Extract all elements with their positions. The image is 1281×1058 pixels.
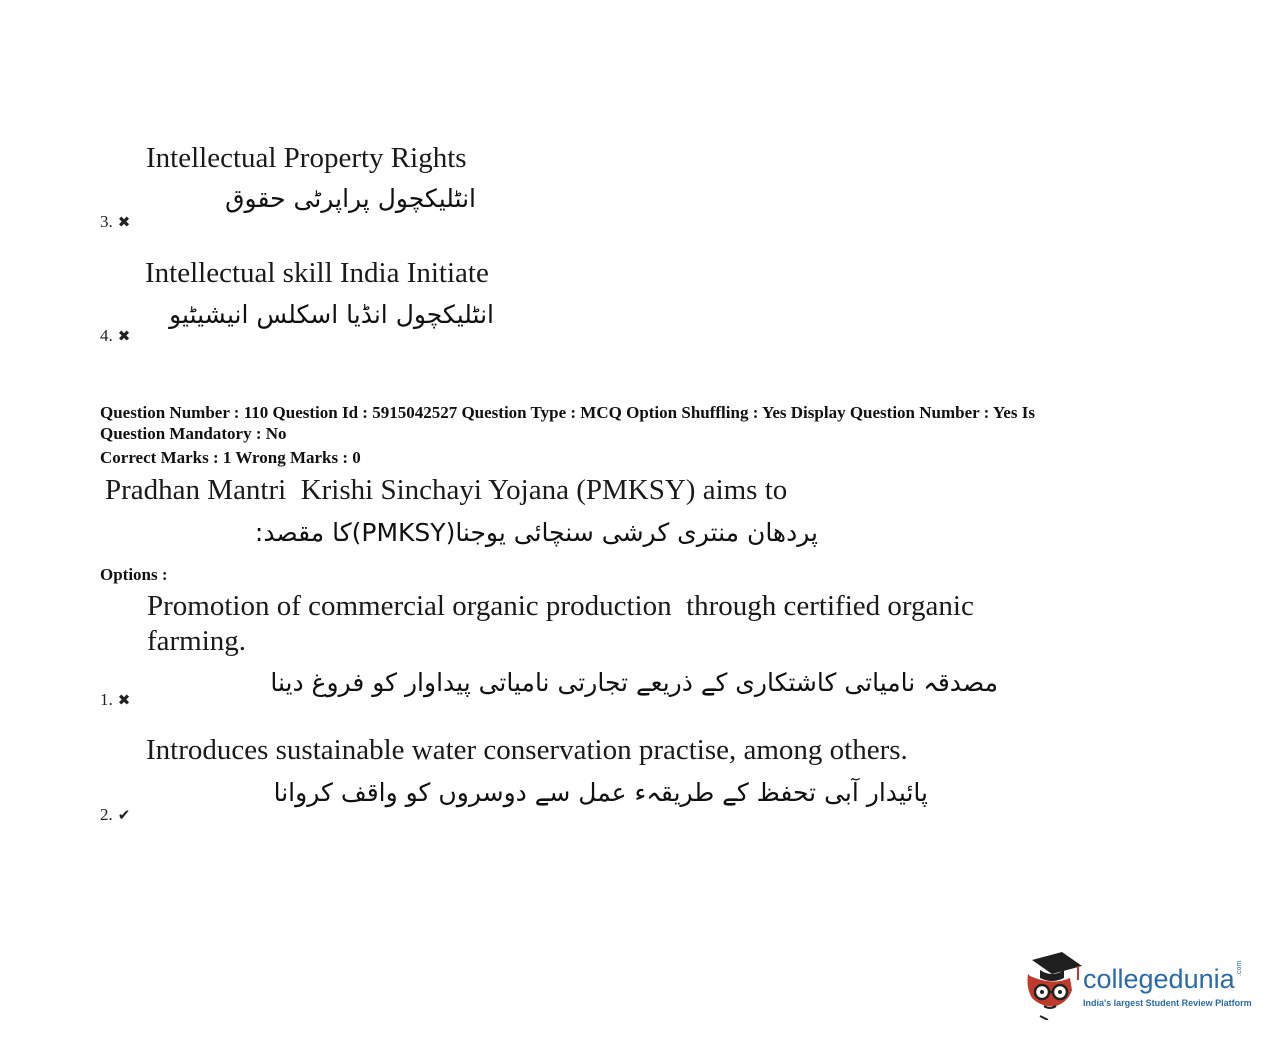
option-2-text-ur: پائیدار آبی تحفظ کے طریقہء عمل سے دوسروں کو واقف کروانا: [273, 778, 928, 807]
question-meta-line1: Question Number : 110 Question Id : 5915042527 Question Type : MCQ Option Shuffling : Yes Display Question Number : Yes Is: [100, 403, 1035, 422]
option-2-text-en: Introduces sustainable water conservation practise, among others.: [146, 734, 908, 766]
option-4-text-ur: انٹلیکچول انڈیا اسکلس انیشیٹیو: [169, 300, 494, 329]
question-text-ur: پردھان منتری کرشی سنچائی یوجنا(PMKSY)کا مقصد:: [254, 518, 818, 547]
option-4-text-en: Intellectual skill India Initiate: [145, 257, 489, 289]
logo-tagline: India's largest Student Review Platform: [1083, 998, 1252, 1008]
option-3-text-en: Intellectual Property Rights: [146, 142, 467, 174]
logo-suffix: .com: [1236, 960, 1243, 976]
options-label: Options :: [100, 565, 168, 584]
option-1-text-en-line2: farming.: [147, 625, 247, 657]
mascot-icon: [1022, 948, 1084, 1020]
option-2-label: 2.: [100, 805, 113, 824]
question-meta-line2: Question Mandatory : No: [100, 424, 287, 443]
option-1-text-en-line1: Promotion of commercial organic production through certified organic: [147, 590, 974, 622]
question-meta: [100, 402, 1200, 468]
option-2-number: [100, 805, 130, 825]
cross-icon: ✖: [117, 329, 131, 345]
option-1-number: [100, 690, 130, 710]
check-icon: ✔: [117, 808, 131, 824]
logo-wordmark: collegedunia: [1083, 964, 1235, 994]
question-text-en: Pradhan Mantri Krishi Sinchayi Yojana (PMKSY) aims to: [105, 474, 788, 506]
option-3-number: [100, 212, 130, 232]
option-3-label: 3.: [100, 212, 113, 231]
option-4-number: [100, 326, 130, 346]
cross-icon: ✖: [117, 215, 131, 231]
cross-icon: ✖: [117, 693, 131, 709]
option-1-text-ur: مصدقہ نامیاتی کاشتکاری کے ذریعے تجارتی نامیاتی پیداوار کو فروغ دینا: [270, 668, 998, 697]
question-marks: Correct Marks : 1 Wrong Marks : 0: [100, 448, 361, 467]
option-4-label: 4.: [100, 326, 113, 345]
collegedunia-logo: [1022, 948, 1252, 1023]
option-1-label: 1.: [100, 690, 113, 709]
option-3-text-ur: انٹلیکچول پراپرٹی حقوق: [225, 184, 476, 213]
